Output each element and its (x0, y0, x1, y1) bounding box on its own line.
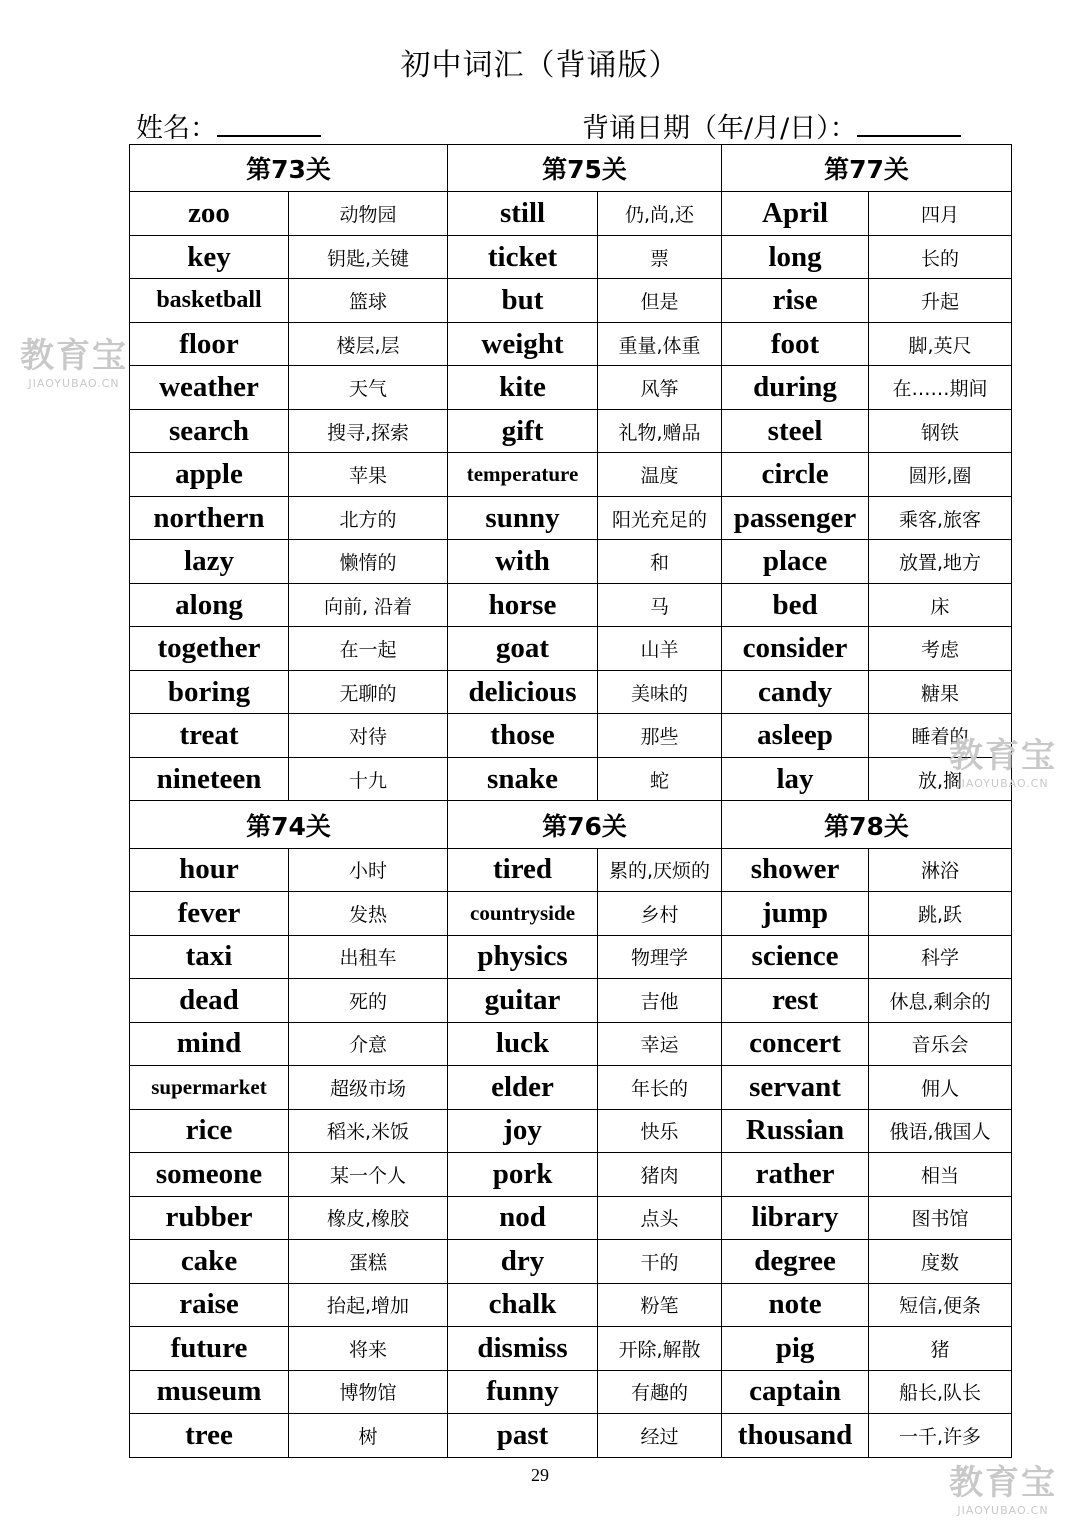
word-row (130, 409, 1012, 453)
chinese-meaning: 放置,地方 (869, 540, 1012, 584)
level-header: 第76关 (448, 801, 722, 848)
chinese-meaning: 床 (869, 583, 1012, 627)
chinese-meaning: 经过 (598, 1414, 722, 1458)
word-row (130, 1283, 1012, 1327)
chinese-meaning: 某一个人 (289, 1153, 448, 1197)
watermark-brand: 教育宝 (949, 1463, 1057, 1503)
english-word: floor (130, 322, 289, 366)
word-row (130, 279, 1012, 323)
english-word: passenger (722, 496, 869, 540)
word-row (130, 583, 1012, 627)
english-word: museum (130, 1370, 289, 1414)
chinese-meaning: 山羊 (598, 627, 722, 671)
chinese-meaning: 和 (598, 540, 722, 584)
english-word: along (130, 583, 289, 627)
chinese-meaning: 钢铁 (869, 409, 1012, 453)
chinese-meaning: 睡着的 (869, 714, 1012, 758)
english-word: asleep (722, 714, 869, 758)
date-blank (857, 107, 961, 137)
chinese-meaning: 考虑 (869, 627, 1012, 671)
chinese-meaning: 蛇 (598, 757, 722, 801)
english-word: Russian (722, 1109, 869, 1153)
english-word: thousand (722, 1414, 869, 1458)
chinese-meaning: 年长的 (598, 1066, 722, 1110)
english-word: key (130, 235, 289, 279)
chinese-meaning: 累的,厌烦的 (598, 848, 722, 892)
english-word: consider (722, 627, 869, 671)
page-number: 29 (531, 1465, 549, 1485)
chinese-meaning: 票 (598, 235, 722, 279)
chinese-meaning: 橡皮,橡胶 (289, 1196, 448, 1240)
english-word: past (448, 1414, 598, 1458)
word-row (130, 979, 1012, 1023)
chinese-meaning: 脚,英尺 (869, 322, 1012, 366)
english-word: lay (722, 757, 869, 801)
watermark-logo (938, 1455, 1068, 1517)
english-word: northern (130, 496, 289, 540)
level-header: 第73关 (130, 145, 448, 192)
chinese-meaning: 懒惰的 (289, 540, 448, 584)
chinese-meaning: 在……期间 (869, 366, 1012, 410)
chinese-meaning: 放,搁 (869, 757, 1012, 801)
section-header-row (130, 145, 1012, 192)
chinese-meaning: 音乐会 (869, 1022, 1012, 1066)
watermark-logo (938, 728, 1068, 790)
word-row (130, 714, 1012, 758)
word-row (130, 1066, 1012, 1110)
chinese-meaning: 篮球 (289, 279, 448, 323)
chinese-meaning: 幸运 (598, 1022, 722, 1066)
word-row (130, 1153, 1012, 1197)
watermark-brand: 教育宝 (20, 336, 128, 376)
level-header: 第77关 (722, 145, 1012, 192)
chinese-meaning: 相当 (869, 1153, 1012, 1197)
chinese-meaning: 开除,解散 (598, 1327, 722, 1371)
chinese-meaning: 动物园 (289, 192, 448, 236)
word-row (130, 627, 1012, 671)
word-row (130, 496, 1012, 540)
english-word: zoo (130, 192, 289, 236)
english-word: search (130, 409, 289, 453)
word-row (130, 757, 1012, 801)
chinese-meaning: 树 (289, 1414, 448, 1458)
english-word: luck (448, 1022, 598, 1066)
word-row (130, 1240, 1012, 1284)
word-row (130, 892, 1012, 936)
chinese-meaning: 仍,尚,还 (598, 192, 722, 236)
chinese-meaning: 物理学 (598, 935, 722, 979)
english-word: rubber (130, 1196, 289, 1240)
english-word: apple (130, 453, 289, 497)
chinese-meaning: 快乐 (598, 1109, 722, 1153)
english-word: pork (448, 1153, 598, 1197)
chinese-meaning: 但是 (598, 279, 722, 323)
chinese-meaning: 圆形,圈 (869, 453, 1012, 497)
name-date-row (136, 106, 1006, 146)
english-word: note (722, 1283, 869, 1327)
chinese-meaning: 北方的 (289, 496, 448, 540)
word-row (130, 1327, 1012, 1371)
word-row (130, 366, 1012, 410)
chinese-meaning: 抬起,增加 (289, 1283, 448, 1327)
word-row (130, 192, 1012, 236)
chinese-meaning: 稻米,米饭 (289, 1109, 448, 1153)
chinese-meaning: 温度 (598, 453, 722, 497)
english-word: funny (448, 1370, 598, 1414)
word-row (130, 235, 1012, 279)
chinese-meaning: 对待 (289, 714, 448, 758)
chinese-meaning: 吉他 (598, 979, 722, 1023)
chinese-meaning: 楼层,层 (289, 322, 448, 366)
chinese-meaning: 蛋糕 (289, 1240, 448, 1284)
english-word: ticket (448, 235, 598, 279)
name-blank (217, 107, 321, 137)
english-word: rise (722, 279, 869, 323)
english-word: degree (722, 1240, 869, 1284)
chinese-meaning: 美味的 (598, 670, 722, 714)
english-word: boring (130, 670, 289, 714)
english-word: countryside (448, 892, 598, 936)
word-row (130, 1196, 1012, 1240)
english-word: treat (130, 714, 289, 758)
english-word: shower (722, 848, 869, 892)
chinese-meaning: 在一起 (289, 627, 448, 671)
english-word: nineteen (130, 757, 289, 801)
english-word: still (448, 192, 598, 236)
name-label: 姓名： (136, 113, 217, 144)
english-word: circle (722, 453, 869, 497)
english-word: pig (722, 1327, 869, 1371)
chinese-meaning: 介意 (289, 1022, 448, 1066)
word-row (130, 1370, 1012, 1414)
english-word: guitar (448, 979, 598, 1023)
chinese-meaning: 点头 (598, 1196, 722, 1240)
english-word: weather (130, 366, 289, 410)
english-word: dead (130, 979, 289, 1023)
chinese-meaning: 出租车 (289, 935, 448, 979)
watermark-url: JIAOYUBAO.CN (28, 377, 120, 390)
english-word: raise (130, 1283, 289, 1327)
chinese-meaning: 短信,便条 (869, 1283, 1012, 1327)
english-word: foot (722, 322, 869, 366)
english-word: concert (722, 1022, 869, 1066)
chinese-meaning: 搜寻,探索 (289, 409, 448, 453)
english-word: those (448, 714, 598, 758)
chinese-meaning: 超级市场 (289, 1066, 448, 1110)
english-word: lazy (130, 540, 289, 584)
chinese-meaning: 阳光充足的 (598, 496, 722, 540)
english-word: together (130, 627, 289, 671)
chinese-meaning: 发热 (289, 892, 448, 936)
english-word: steel (722, 409, 869, 453)
english-word: with (448, 540, 598, 584)
name-field (136, 106, 321, 145)
word-row (130, 1109, 1012, 1153)
chinese-meaning: 乡村 (598, 892, 722, 936)
watermark-url: JIAOYUBAO.CN (957, 777, 1049, 790)
chinese-meaning: 那些 (598, 714, 722, 758)
level-header: 第74关 (130, 801, 448, 848)
english-word: dry (448, 1240, 598, 1284)
word-row (130, 935, 1012, 979)
chinese-meaning: 马 (598, 583, 722, 627)
english-word: future (130, 1327, 289, 1371)
word-row (130, 1414, 1012, 1458)
chinese-meaning: 休息,剩余的 (869, 979, 1012, 1023)
chinese-meaning: 重量,体重 (598, 322, 722, 366)
chinese-meaning: 跳,跃 (869, 892, 1012, 936)
english-word: servant (722, 1066, 869, 1110)
section-header-row (130, 801, 1012, 848)
english-word: goat (448, 627, 598, 671)
chinese-meaning: 佣人 (869, 1066, 1012, 1110)
english-word: rather (722, 1153, 869, 1197)
chinese-meaning: 天气 (289, 366, 448, 410)
english-word: dismiss (448, 1327, 598, 1371)
english-word: physics (448, 935, 598, 979)
chinese-meaning: 四月 (869, 192, 1012, 236)
word-row (130, 848, 1012, 892)
word-row (130, 322, 1012, 366)
chinese-meaning: 猪肉 (598, 1153, 722, 1197)
english-word: elder (448, 1066, 598, 1110)
english-word: bed (722, 583, 869, 627)
english-word: snake (448, 757, 598, 801)
english-word: science (722, 935, 869, 979)
english-word: basketball (130, 279, 289, 323)
english-word: tree (130, 1414, 289, 1458)
chinese-meaning: 礼物,赠品 (598, 409, 722, 453)
english-word: temperature (448, 453, 598, 497)
english-word: fever (130, 892, 289, 936)
date-label: 背诵日期（年/月/日）： (582, 113, 857, 144)
english-word: captain (722, 1370, 869, 1414)
english-word: kite (448, 366, 598, 410)
english-word: candy (722, 670, 869, 714)
english-word: rest (722, 979, 869, 1023)
chinese-meaning: 俄语,俄国人 (869, 1109, 1012, 1153)
english-word: place (722, 540, 869, 584)
chinese-meaning: 长的 (869, 235, 1012, 279)
english-word: horse (448, 583, 598, 627)
chinese-meaning: 一千,许多 (869, 1414, 1012, 1458)
english-word: joy (448, 1109, 598, 1153)
chinese-meaning: 科学 (869, 935, 1012, 979)
chinese-meaning: 糖果 (869, 670, 1012, 714)
english-word: jump (722, 892, 869, 936)
english-word: library (722, 1196, 869, 1240)
english-word: taxi (130, 935, 289, 979)
english-word: mind (130, 1022, 289, 1066)
english-word: during (722, 366, 869, 410)
english-word: sunny (448, 496, 598, 540)
chinese-meaning: 向前, 沿着 (289, 583, 448, 627)
chinese-meaning: 有趣的 (598, 1370, 722, 1414)
chinese-meaning: 干的 (598, 1240, 722, 1284)
chinese-meaning: 苹果 (289, 453, 448, 497)
watermark-brand: 教育宝 (949, 736, 1057, 776)
chinese-meaning: 十九 (289, 757, 448, 801)
chinese-meaning: 将来 (289, 1327, 448, 1371)
chinese-meaning: 乘客,旅客 (869, 496, 1012, 540)
english-word: tired (448, 848, 598, 892)
english-word: but (448, 279, 598, 323)
english-word: nod (448, 1196, 598, 1240)
chinese-meaning: 淋浴 (869, 848, 1012, 892)
english-word: supermarket (130, 1066, 289, 1110)
chinese-meaning: 猪 (869, 1327, 1012, 1371)
vocab-table (129, 144, 1012, 1458)
chinese-meaning: 度数 (869, 1240, 1012, 1284)
watermark-logo (14, 328, 134, 390)
english-word: gift (448, 409, 598, 453)
date-field (582, 106, 961, 145)
page-title: 初中词汇（背诵版） (400, 48, 680, 83)
word-row (130, 540, 1012, 584)
chinese-meaning: 钥匙,关键 (289, 235, 448, 279)
english-word: weight (448, 322, 598, 366)
chinese-meaning: 图书馆 (869, 1196, 1012, 1240)
chinese-meaning: 无聊的 (289, 670, 448, 714)
level-header: 第75关 (448, 145, 722, 192)
word-row (130, 453, 1012, 497)
word-row (130, 1022, 1012, 1066)
chinese-meaning: 博物馆 (289, 1370, 448, 1414)
chinese-meaning: 死的 (289, 979, 448, 1023)
english-word: delicious (448, 670, 598, 714)
chinese-meaning: 粉笔 (598, 1283, 722, 1327)
chinese-meaning: 升起 (869, 279, 1012, 323)
chinese-meaning: 船长,队长 (869, 1370, 1012, 1414)
english-word: rice (130, 1109, 289, 1153)
chinese-meaning: 风筝 (598, 366, 722, 410)
watermark-url: JIAOYUBAO.CN (957, 1504, 1049, 1517)
word-row (130, 670, 1012, 714)
english-word: chalk (448, 1283, 598, 1327)
level-header: 第78关 (722, 801, 1012, 848)
english-word: hour (130, 848, 289, 892)
chinese-meaning: 小时 (289, 848, 448, 892)
english-word: someone (130, 1153, 289, 1197)
english-word: cake (130, 1240, 289, 1284)
english-word: long (722, 235, 869, 279)
english-word: April (722, 192, 869, 236)
